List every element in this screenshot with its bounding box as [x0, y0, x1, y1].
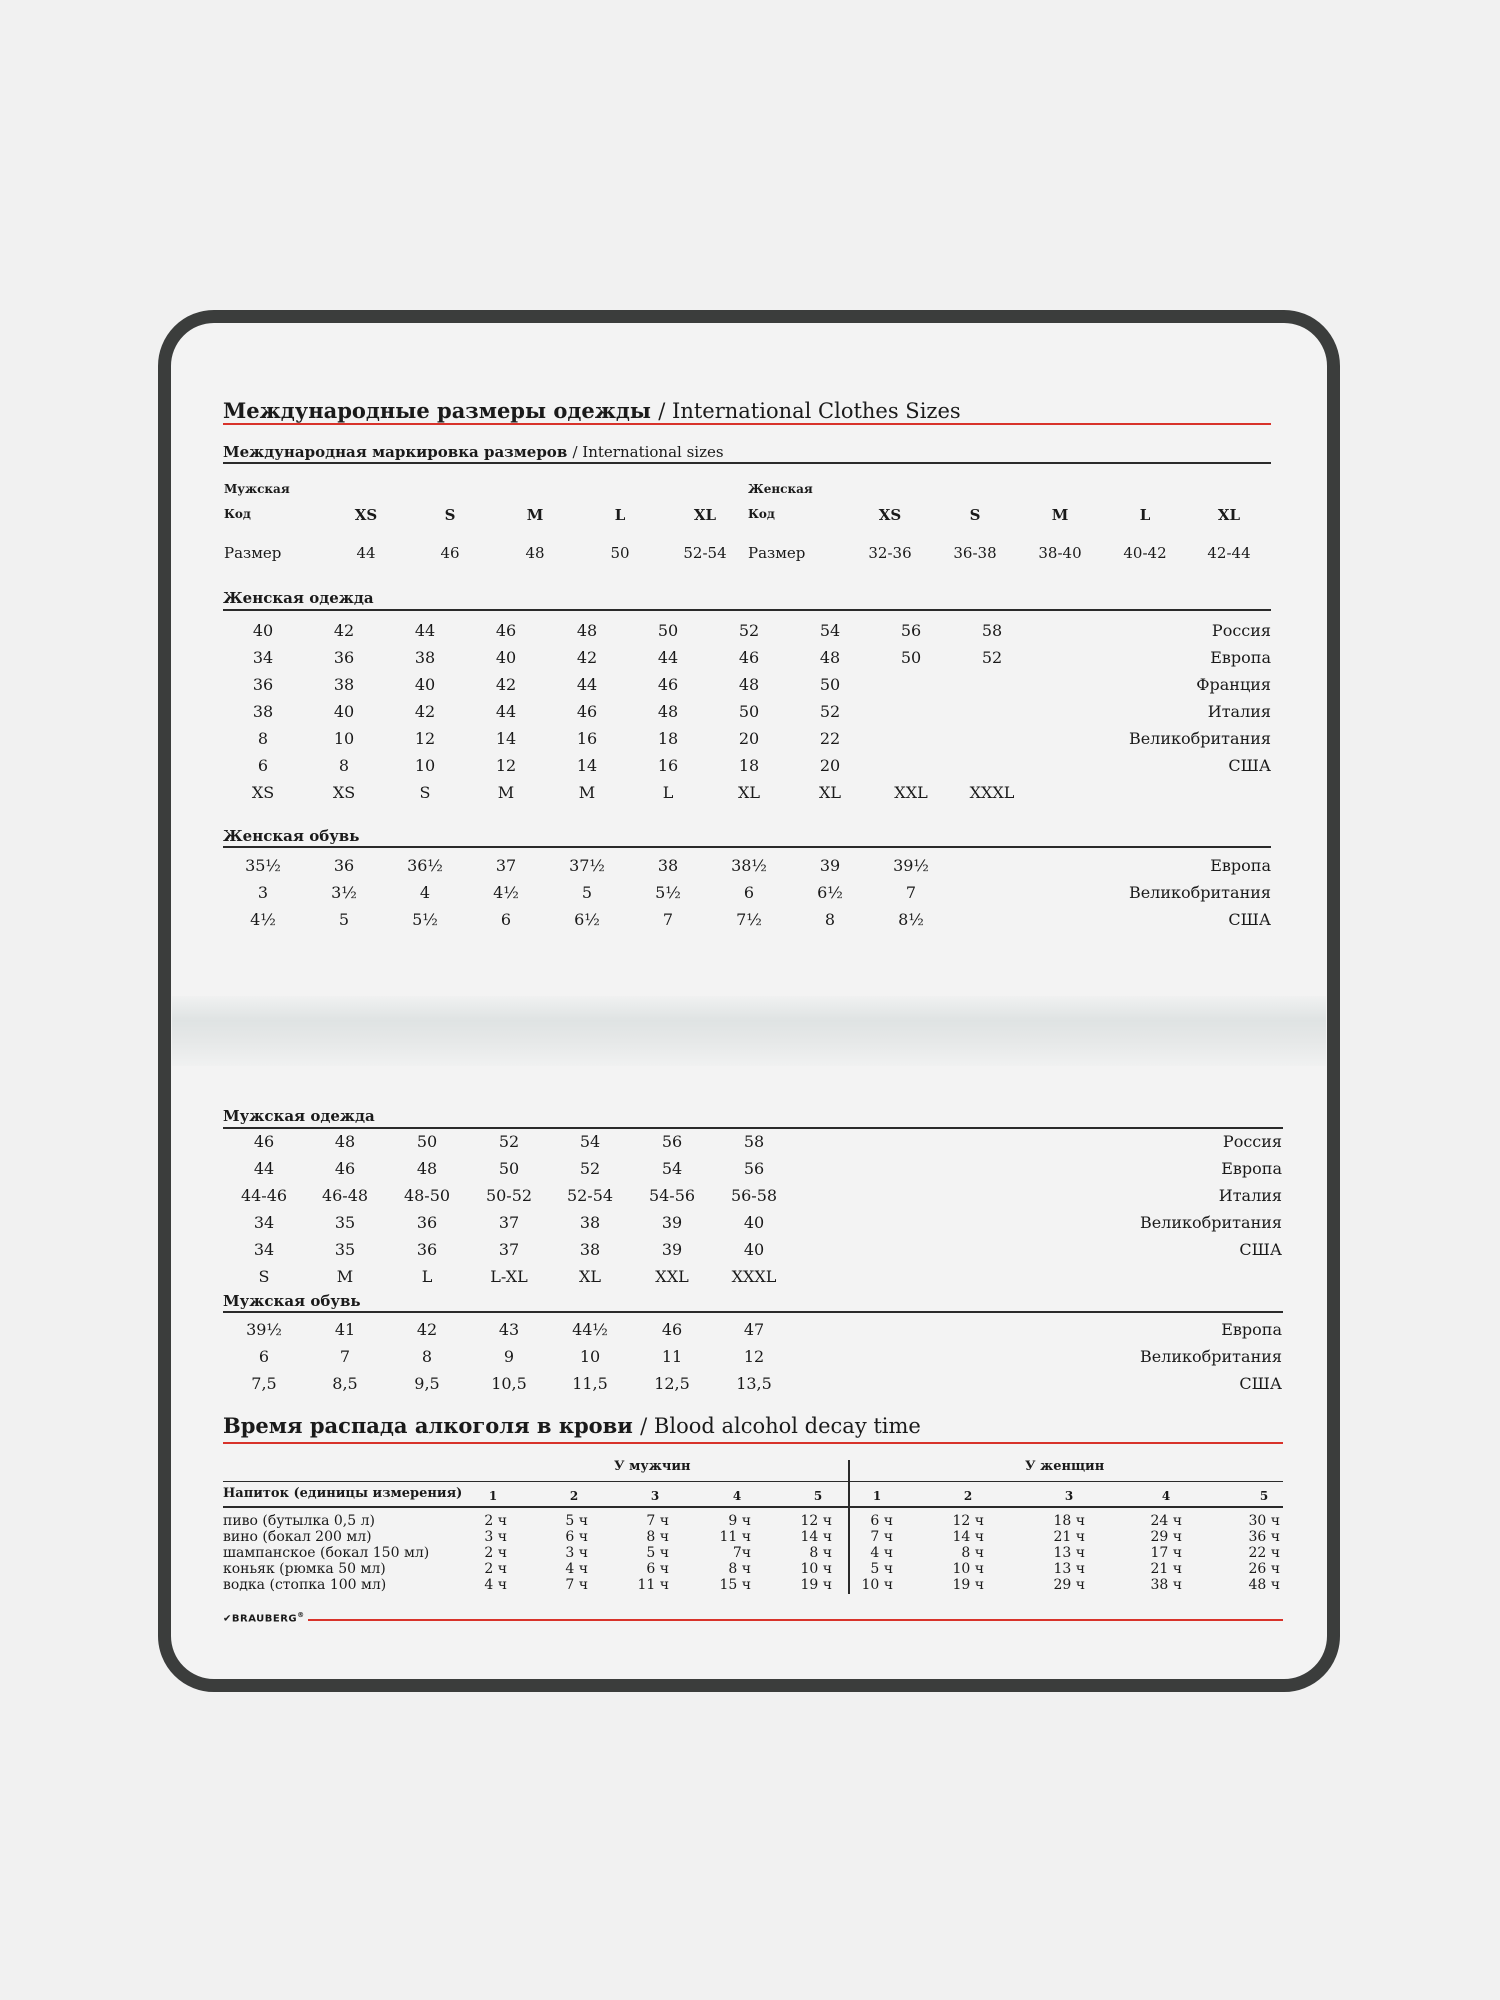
size-cell: 40: [495, 648, 517, 667]
size-cell: 52: [819, 702, 841, 721]
size-cell: 52: [579, 1159, 601, 1178]
size-cell: 7: [905, 883, 917, 902]
size-cell: 18: [738, 756, 760, 775]
women-size-cell: 40-42: [1123, 544, 1167, 562]
size-cell: 36: [416, 1240, 438, 1259]
size-cell: 38½: [731, 856, 767, 875]
size-cell: 50: [819, 675, 841, 694]
men-time-cell: 12 ч: [800, 1513, 832, 1529]
country-label: Европа: [1210, 856, 1271, 875]
women-code-cell: M: [1051, 506, 1069, 524]
women-time-cell: 29 ч: [1150, 1529, 1182, 1545]
women-time-cell: 14 ч: [952, 1529, 984, 1545]
women-time-cell: 10 ч: [861, 1577, 893, 1593]
women-time-cell: 36 ч: [1248, 1529, 1280, 1545]
size-cell: 6½: [817, 883, 843, 902]
size-cell: 38: [579, 1213, 601, 1232]
women-time-cell: 30 ч: [1248, 1513, 1280, 1529]
size-cell: L-XL: [490, 1267, 528, 1286]
size-cell: 48: [416, 1159, 438, 1178]
size-cell: 22: [819, 729, 841, 748]
size-cell: 3: [257, 883, 269, 902]
women-time-cell: 6 ч: [870, 1513, 893, 1529]
men-size-cell: 50: [610, 544, 630, 562]
women-time-cell: 5 ч: [870, 1561, 893, 1577]
size-cell: 6: [743, 883, 755, 902]
men-shoes-title: Мужская обувь: [223, 1292, 361, 1310]
size-cell: XXL: [894, 783, 928, 802]
size-cell: 48-50: [403, 1186, 451, 1205]
drink-name: водка (стопка 100 мл): [223, 1577, 387, 1593]
size-cell: 9,5: [414, 1374, 440, 1393]
women-time-cell: 13 ч: [1053, 1561, 1085, 1577]
size-cell: 8: [338, 756, 350, 775]
men-time-cell: 4 ч: [565, 1561, 588, 1577]
size-cell: 50: [657, 621, 679, 640]
size-cell: 11: [661, 1347, 683, 1366]
women-time-cell: 7 ч: [870, 1529, 893, 1545]
size-cell: 12: [414, 729, 436, 748]
men-col-header: 1: [488, 1489, 498, 1503]
size-cell: 50: [900, 648, 922, 667]
size-cell: XL: [818, 783, 842, 802]
country-label: Италия: [1207, 702, 1271, 721]
size-cell: 46: [495, 621, 517, 640]
men-time-cell: 9 ч: [728, 1513, 751, 1529]
size-cell: 56: [743, 1159, 765, 1178]
alcohol-columns-rule: [223, 1506, 1283, 1508]
size-cell: 44: [253, 1159, 275, 1178]
size-cell: 52-54: [566, 1186, 614, 1205]
men-col-header: 5: [813, 1489, 823, 1503]
size-cell: L: [421, 1267, 433, 1286]
size-cell: 7½: [736, 910, 762, 929]
women-time-cell: 22 ч: [1248, 1545, 1280, 1561]
men-col-header: 4: [732, 1489, 742, 1503]
size-cell: 54-56: [648, 1186, 696, 1205]
men-time-cell: 3 ч: [565, 1545, 588, 1561]
size-cell: 44-46: [240, 1186, 288, 1205]
size-cell: 52: [498, 1132, 520, 1151]
men-time-cell: 10 ч: [800, 1561, 832, 1577]
men-time-cell: 8 ч: [728, 1561, 751, 1577]
size-cell: 42: [416, 1320, 438, 1339]
size-cell: 10: [414, 756, 436, 775]
men-code-cell: XS: [354, 506, 378, 524]
women-col-header: 5: [1259, 1489, 1269, 1503]
size-cell: 38: [579, 1240, 601, 1259]
alcohol-red-rule: [223, 1442, 1283, 1444]
size-cell: 40: [743, 1240, 765, 1259]
drink-name: коньяк (рюмка 50 мл): [223, 1561, 386, 1577]
size-cell: 35½: [245, 856, 281, 875]
men-code-cell: XL: [693, 506, 717, 524]
women-time-cell: 8 ч: [961, 1545, 984, 1561]
size-cell: 38: [657, 856, 679, 875]
title-ru: Международные размеры одежды: [223, 398, 651, 423]
men-clothes-title: Мужская одежда: [223, 1107, 375, 1125]
men-label: Мужская: [224, 482, 290, 496]
size-cell: S: [258, 1267, 270, 1286]
size-cell: M: [497, 783, 515, 802]
size-cell: 8½: [898, 910, 924, 929]
men-time-cell: 2 ч: [484, 1561, 507, 1577]
women-shoes-rule: [223, 846, 1271, 848]
size-cell: 14: [495, 729, 517, 748]
women-col-header: 4: [1161, 1489, 1171, 1503]
size-cell: 48: [657, 702, 679, 721]
size-cell: XS: [332, 783, 356, 802]
size-cell: 3½: [331, 883, 357, 902]
women-col-header: 3: [1064, 1489, 1074, 1503]
alcohol-header-rule: [223, 1481, 1283, 1482]
size-cell: 50: [498, 1159, 520, 1178]
women-time-cell: 17 ч: [1150, 1545, 1182, 1561]
size-cell: 46: [334, 1159, 356, 1178]
size-cell: 39: [819, 856, 841, 875]
size-cell: 48: [738, 675, 760, 694]
size-cell: 46: [576, 702, 598, 721]
size-cell: 6: [257, 756, 269, 775]
women-time-cell: 48 ч: [1248, 1577, 1280, 1593]
size-cell: 42: [414, 702, 436, 721]
women-time-cell: 26 ч: [1248, 1561, 1280, 1577]
size-cell: 13,5: [736, 1374, 772, 1393]
country-label: Европа: [1221, 1159, 1282, 1178]
women-time-cell: 4 ч: [870, 1545, 893, 1561]
men-time-cell: 7 ч: [565, 1577, 588, 1593]
size-cell: 46: [738, 648, 760, 667]
size-cell: 4½: [250, 910, 276, 929]
country-label: Россия: [1211, 621, 1271, 640]
brand-name: BRAUBERG: [231, 1613, 298, 1625]
drink-name: пиво (бутылка 0,5 л): [223, 1513, 375, 1529]
size-cell: 12: [495, 756, 517, 775]
country-label: США: [1228, 910, 1271, 929]
women-time-cell: 21 ч: [1150, 1561, 1182, 1577]
size-cell: 6½: [574, 910, 600, 929]
women-label: Женская: [748, 482, 813, 496]
size-cell: 58: [743, 1132, 765, 1151]
title-en: / International Clothes Sizes: [658, 399, 961, 423]
men-col-header: 3: [650, 1489, 660, 1503]
size-cell: 5½: [655, 883, 681, 902]
size-cell: 46: [657, 675, 679, 694]
men-time-cell: 11 ч: [637, 1577, 669, 1593]
country-label: Европа: [1210, 648, 1271, 667]
women-time-cell: 19 ч: [952, 1577, 984, 1593]
size-cell: 54: [819, 621, 841, 640]
size-cell: 7: [662, 910, 674, 929]
women-time-cell: 21 ч: [1053, 1529, 1085, 1545]
size-cell: 42: [333, 621, 355, 640]
size-cell: 56-58: [730, 1186, 778, 1205]
size-cell: 41: [334, 1320, 356, 1339]
men-time-cell: 8 ч: [646, 1529, 669, 1545]
size-cell: 39½: [246, 1320, 282, 1339]
women-col-header: 2: [963, 1489, 973, 1503]
size-cell: 36½: [407, 856, 443, 875]
intl-rule: [223, 462, 1271, 464]
size-cell: S: [419, 783, 431, 802]
size-cell: 34: [253, 1213, 275, 1232]
clothes-sizes-title: [223, 398, 961, 423]
women-clothes-title: Женская одежда: [223, 589, 374, 607]
women-time-cell: 10 ч: [952, 1561, 984, 1577]
size-cell: 40: [333, 702, 355, 721]
size-cell: 35: [334, 1240, 356, 1259]
country-label: Великобритания: [1139, 1347, 1282, 1366]
size-cell: 38: [333, 675, 355, 694]
size-cell: 48: [819, 648, 841, 667]
size-cell: 52: [738, 621, 760, 640]
women-time-cell: 24 ч: [1150, 1513, 1182, 1529]
country-label: Великобритания: [1128, 729, 1271, 748]
size-cell: 20: [819, 756, 841, 775]
women-time-cell: 38 ч: [1150, 1577, 1182, 1593]
size-cell: 37: [498, 1213, 520, 1232]
size-cell: 44: [576, 675, 598, 694]
men-code-cell: S: [444, 506, 456, 524]
size-cell: XXXL: [731, 1267, 777, 1286]
alcohol-title-ru: Время распада алкоголя в крови: [223, 1413, 633, 1438]
size-cell: 54: [661, 1159, 683, 1178]
men-time-cell: 7ч: [732, 1545, 751, 1561]
size-cell: 36: [252, 675, 274, 694]
women-shoes-title: Женская обувь: [223, 827, 360, 845]
men-time-cell: 19 ч: [800, 1577, 832, 1593]
women-header: У женщин: [1025, 1459, 1105, 1474]
gender-divider: [848, 1460, 850, 1594]
size-cell: 7: [339, 1347, 351, 1366]
size-cell: 39: [661, 1240, 683, 1259]
men-code-label: Код: [224, 507, 251, 521]
size-cell: 8: [257, 729, 269, 748]
women-code-label: Код: [748, 507, 775, 521]
women-code-cell: XL: [1217, 506, 1241, 524]
men-size-cell: 46: [440, 544, 460, 562]
size-cell: XXL: [655, 1267, 689, 1286]
men-time-cell: 4 ч: [484, 1577, 507, 1593]
size-cell: 50-52: [485, 1186, 533, 1205]
size-cell: 36: [416, 1213, 438, 1232]
size-cell: 12,5: [654, 1374, 690, 1393]
country-label: Россия: [1222, 1132, 1282, 1151]
men-time-cell: 11 ч: [719, 1529, 751, 1545]
size-cell: 50: [416, 1132, 438, 1151]
men-time-cell: 5 ч: [646, 1545, 669, 1561]
size-cell: 37½: [569, 856, 605, 875]
women-time-cell: 13 ч: [1053, 1545, 1085, 1561]
drink-name: шампанское (бокал 150 мл): [223, 1545, 430, 1561]
men-code-cell: M: [526, 506, 544, 524]
size-cell: 5: [581, 883, 593, 902]
size-cell: 44: [495, 702, 517, 721]
size-cell: L: [662, 783, 674, 802]
size-cell: 37: [495, 856, 517, 875]
size-cell: 39½: [893, 856, 929, 875]
size-cell: 6: [500, 910, 512, 929]
brand-check-icon: ✔: [223, 1613, 232, 1625]
country-label: Франция: [1196, 675, 1271, 694]
country-label: США: [1239, 1374, 1282, 1393]
size-cell: 16: [576, 729, 598, 748]
size-cell: 56: [661, 1132, 683, 1151]
women-size-cell: 36-38: [953, 544, 997, 562]
country-label: Великобритания: [1128, 883, 1271, 902]
size-cell: 44: [657, 648, 679, 667]
men-clothes-rule: [223, 1127, 1283, 1129]
size-cell: 48: [334, 1132, 356, 1151]
size-cell: 5½: [412, 910, 438, 929]
men-time-cell: 2 ч: [484, 1545, 507, 1561]
women-col-header: 1: [872, 1489, 882, 1503]
intl-sizes-title: [223, 443, 724, 461]
size-cell: 39: [661, 1213, 683, 1232]
size-cell: 10: [333, 729, 355, 748]
size-cell: 20: [738, 729, 760, 748]
size-cell: 40: [252, 621, 274, 640]
men-size-cell: 44: [356, 544, 376, 562]
men-time-cell: 7 ч: [646, 1513, 669, 1529]
size-cell: 16: [657, 756, 679, 775]
size-cell: 8,5: [332, 1374, 358, 1393]
women-size-label: Размер: [748, 544, 806, 562]
size-cell: 46: [661, 1320, 683, 1339]
size-cell: 47: [743, 1320, 765, 1339]
size-cell: 37: [498, 1240, 520, 1259]
size-cell: 10: [579, 1347, 601, 1366]
men-shoes-rule: [223, 1311, 1283, 1313]
size-cell: 46: [253, 1132, 275, 1151]
men-size-label: Размер: [224, 544, 282, 562]
size-cell: M: [578, 783, 596, 802]
women-code-cell: L: [1139, 506, 1151, 524]
women-code-cell: XS: [878, 506, 902, 524]
size-cell: 10,5: [491, 1374, 527, 1393]
women-clothes-rule: [223, 609, 1271, 611]
intl-title-ru: Международная маркировка размеров: [223, 443, 568, 461]
size-cell: 46-48: [321, 1186, 369, 1205]
intl-title-en: / International sizes: [572, 443, 724, 461]
size-cell: 18: [657, 729, 679, 748]
alcohol-title-en: / Blood alcohol decay time: [640, 1414, 921, 1438]
women-size-cell: 42-44: [1207, 544, 1251, 562]
men-header: У мужчин: [614, 1459, 691, 1474]
size-cell: 36: [333, 648, 355, 667]
size-cell: 52: [981, 648, 1003, 667]
size-cell: 8: [824, 910, 836, 929]
size-cell: 5: [338, 910, 350, 929]
men-size-cell: 52-54: [683, 544, 727, 562]
size-cell: 42: [576, 648, 598, 667]
alcohol-title: [223, 1413, 921, 1438]
women-time-cell: 29 ч: [1053, 1577, 1085, 1593]
size-cell: 11,5: [572, 1374, 608, 1393]
size-cell: 42: [495, 675, 517, 694]
size-cell: XXXL: [969, 783, 1015, 802]
men-time-cell: 2 ч: [484, 1513, 507, 1529]
size-cell: 38: [252, 702, 274, 721]
size-cell: XL: [578, 1267, 602, 1286]
size-cell: 44½: [572, 1320, 608, 1339]
size-cell: 35: [334, 1213, 356, 1232]
men-time-cell: 15 ч: [719, 1577, 751, 1593]
country-label: Европа: [1221, 1320, 1282, 1339]
size-cell: 38: [414, 648, 436, 667]
brand-logo: [223, 1611, 305, 1624]
drink-name: вино (бокал 200 мл): [223, 1529, 372, 1545]
size-cell: 4: [419, 883, 431, 902]
size-cell: 54: [579, 1132, 601, 1151]
size-cell: 14: [576, 756, 598, 775]
men-time-cell: 8 ч: [809, 1545, 832, 1561]
footer-red-rule: [308, 1619, 1283, 1621]
country-label: Великобритания: [1139, 1213, 1282, 1232]
men-time-cell: 5 ч: [565, 1513, 588, 1529]
men-time-cell: 6 ч: [565, 1529, 588, 1545]
size-cell: 8: [421, 1347, 433, 1366]
size-cell: 6: [258, 1347, 270, 1366]
size-cell: 12: [743, 1347, 765, 1366]
size-cell: 36: [333, 856, 355, 875]
women-code-cell: S: [969, 506, 981, 524]
size-cell: 40: [414, 675, 436, 694]
size-cell: 34: [252, 648, 274, 667]
country-label: США: [1228, 756, 1271, 775]
size-cell: XS: [251, 783, 275, 802]
drink-header: Напиток (единицы измерения): [223, 1486, 463, 1501]
size-cell: 9: [503, 1347, 515, 1366]
size-cell: 4½: [493, 883, 519, 902]
brand-reg-mark: ®: [297, 1611, 305, 1619]
size-cell: 43: [498, 1320, 520, 1339]
women-time-cell: 18 ч: [1053, 1513, 1085, 1529]
men-time-cell: 14 ч: [800, 1529, 832, 1545]
men-time-cell: 3 ч: [484, 1529, 507, 1545]
size-cell: 34: [253, 1240, 275, 1259]
men-col-header: 2: [569, 1489, 579, 1503]
title-red-rule: [223, 423, 1271, 425]
page-fold: [172, 996, 1326, 1066]
size-cell: 58: [981, 621, 1003, 640]
size-cell: 50: [738, 702, 760, 721]
size-cell: XL: [737, 783, 761, 802]
size-cell: 40: [743, 1213, 765, 1232]
men-time-cell: 6 ч: [646, 1561, 669, 1577]
women-time-cell: 12 ч: [952, 1513, 984, 1529]
size-cell: 48: [576, 621, 598, 640]
women-size-cell: 38-40: [1038, 544, 1082, 562]
women-size-cell: 32-36: [868, 544, 912, 562]
size-cell: 56: [900, 621, 922, 640]
men-size-cell: 48: [525, 544, 545, 562]
country-label: Италия: [1218, 1186, 1282, 1205]
men-code-cell: L: [614, 506, 626, 524]
size-cell: M: [336, 1267, 354, 1286]
country-label: США: [1239, 1240, 1282, 1259]
size-cell: 7,5: [251, 1374, 277, 1393]
size-cell: 44: [414, 621, 436, 640]
